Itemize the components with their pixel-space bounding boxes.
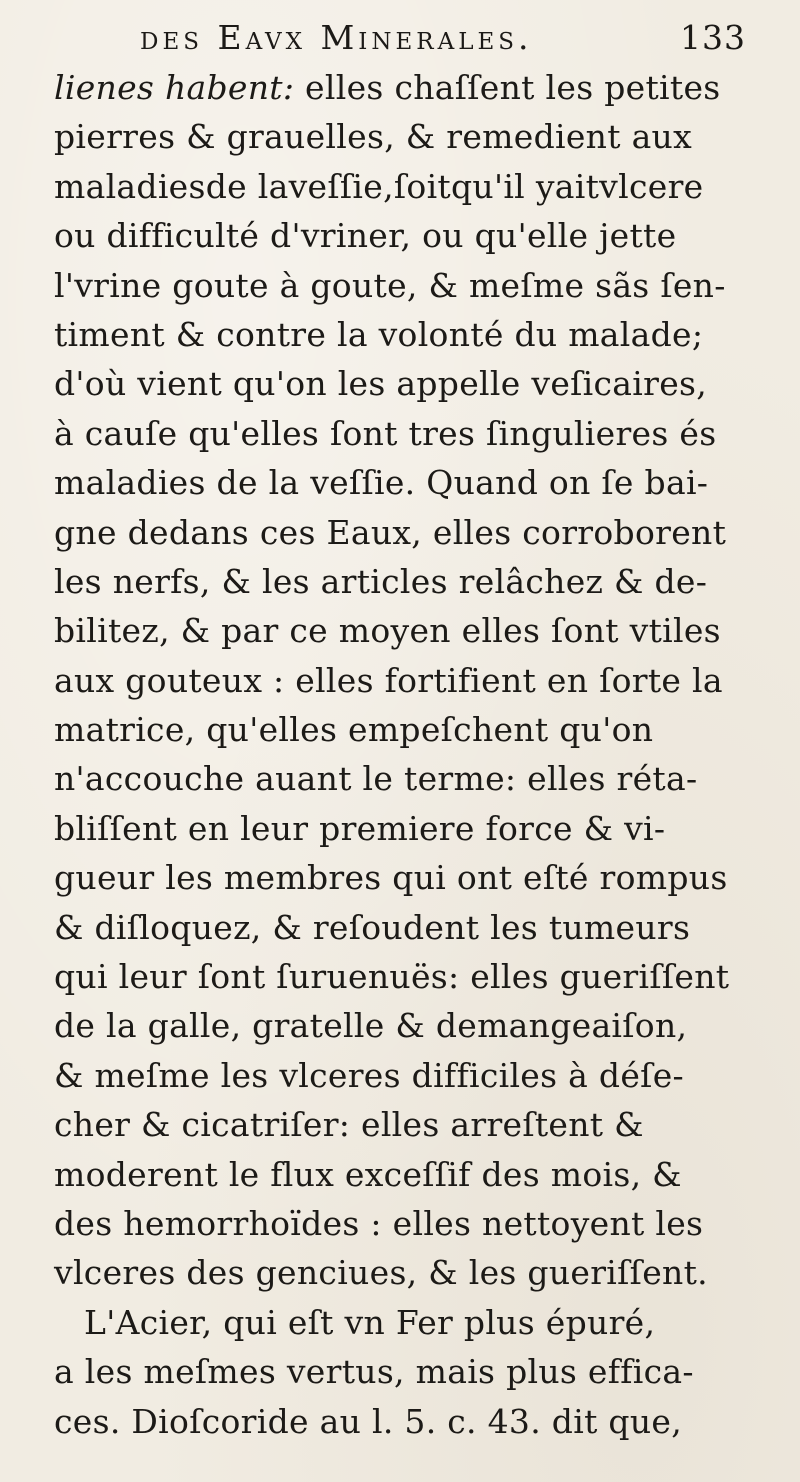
page-number: 133 [680, 18, 746, 57]
text-line: timent & contre la volonté du malade; [54, 314, 704, 354]
running-title: des Eavx Minerales. [140, 18, 533, 57]
text-line: qui leur ſont ſuruenuës: elles gueriſſent [54, 957, 730, 997]
text-line: gueur les membres qui ont eſté rompus [54, 858, 728, 898]
text-line: a les meſmes vertus, mais plus effica- [54, 1352, 694, 1392]
body-text [54, 63, 794, 1446]
text-line: maladies de la veſſie. Quand on ſe bai- [54, 463, 709, 503]
text-line: l'vrine goute à goute, & meſme sãs ſen- [54, 265, 726, 305]
text-line: n'accouche auant le terme: elles réta- [54, 759, 698, 799]
text-line: vlceres des genciues, & les gueriſſent. [54, 1253, 708, 1293]
running-header [140, 18, 780, 62]
text-line: à cauſe qu'elles ſont tres ſingulieres és [54, 413, 717, 453]
text-line: pierres & grauelles, & remedient aux [54, 117, 693, 157]
line-rest: elles chaſſent les petites [294, 68, 721, 107]
text-line: de la galle, gratelle & demangeaiſon, [54, 1006, 688, 1046]
text-line: gne dedans ces Eaux, elles corroborent [54, 512, 727, 552]
text-line: matrice, qu'elles empeſchent qu'on [54, 710, 654, 750]
italic-lead: lienes habent: [54, 68, 295, 107]
text-line: maladiesde laveſſie,ſoitqu'il yaitvlcere [54, 166, 704, 206]
text-line: les nerfs, & les articles relâchez & de- [54, 561, 708, 601]
text-line: bliſſent en leur premiere force & vi- [54, 808, 666, 848]
text-line: bilitez, & par ce moyen elles ſont vtiles [54, 611, 721, 651]
text-line [54, 63, 794, 112]
text-line: cher & cicatriſer: elles arreſtent & [54, 1105, 644, 1145]
text-line: d'où vient qu'on les appelle veſicaires, [54, 364, 708, 404]
text-line: moderent le flux exceſſif des mois, & [54, 1154, 682, 1194]
paragraph-start-line: L'Acier, qui eſt vn Fer plus épuré, [84, 1302, 656, 1342]
text-line: des hemorrhoïdes : elles nettoyent les [54, 1203, 704, 1243]
text-line: ou difficulté d'vriner, ou qu'elle jette [54, 216, 677, 256]
text-line: aux gouteux : elles fortifient en ſorte la [54, 660, 723, 700]
text-line: & diſloquez, & reſoudent les tumeurs [54, 907, 691, 947]
text-line: ces. Dioſcoride au l. 5. c. 43. dit que, [54, 1401, 683, 1441]
text-line: & meſme les vlceres difficiles à déſe- [54, 1055, 684, 1095]
